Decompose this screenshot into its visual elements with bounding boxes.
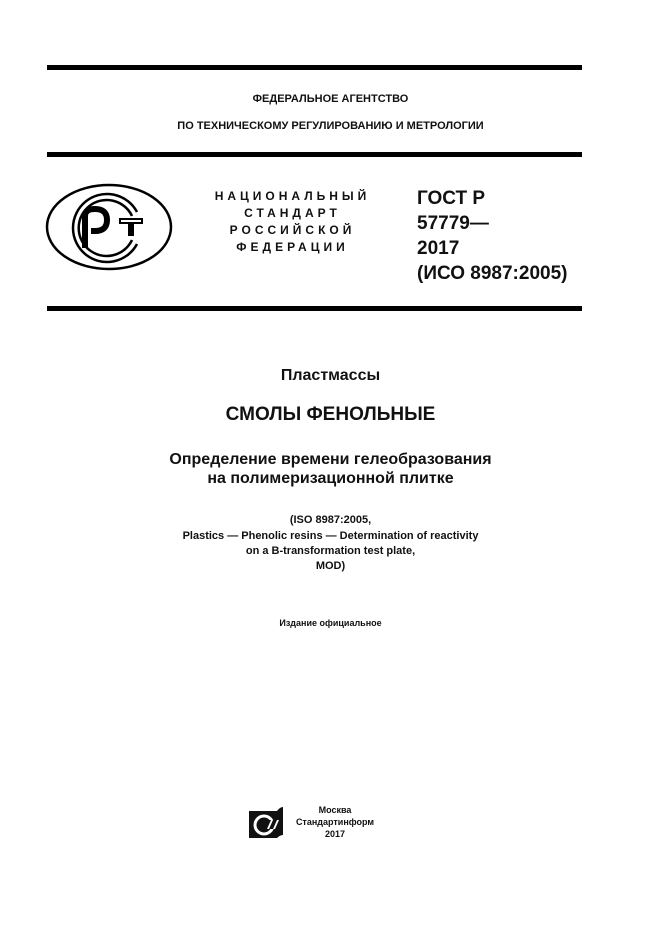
iso-title-line-4: MOD) (315, 560, 346, 572)
national-standard-label (205, 188, 380, 256)
publisher-info (290, 804, 380, 840)
subtitle-line-2: на полимеризационной плитке (207, 470, 454, 487)
main-title: СМОЛЫ ФЕНОЛЬНЫЕ (225, 404, 436, 425)
edition-label: Издание официальное (279, 618, 382, 628)
gost-designation (417, 186, 567, 286)
header-rule (47, 152, 582, 157)
iso-title-line-3: on a B-transformation test plate, (245, 545, 416, 557)
rst-certification-mark-icon (45, 182, 173, 272)
natstd-line-4: ФЕДЕРАЦИИ (236, 240, 349, 254)
subtitle-line-1: Определение времени гелеобразования (169, 451, 492, 468)
natstd-line-3: РОССИЙСКОЙ (229, 223, 356, 237)
category-title: Пластмассы (280, 367, 381, 384)
iso-reference: (ИСО 8987:2005) (417, 263, 568, 284)
gost-line-2: 57779— (417, 213, 489, 234)
publisher-year: 2017 (324, 829, 346, 839)
iso-title-line-2: Plastics — Phenolic resins — Determination of reactivity (182, 530, 479, 542)
gost-line-3: 2017 (417, 238, 460, 259)
natstd-line-1: НАЦИОНАЛЬНЫЙ (214, 189, 371, 203)
publisher-city: Москва (318, 805, 352, 815)
iso-title-line-1: (ISO 8987:2005, (289, 514, 372, 526)
natstd-line-2: СТАНДАРТ (244, 206, 341, 220)
top-rule (47, 65, 582, 70)
gost-line-1: ГОСТ Р (417, 188, 486, 209)
agency-line-2: ПО ТЕХНИЧЕСКОМУ РЕГУЛИРОВАНИЮ И МЕТРОЛОГИИ (177, 120, 484, 132)
standard-block-rule (47, 306, 582, 311)
standartinform-logo-icon (247, 805, 285, 839)
agency-line-1: ФЕДЕРАЛЬНОЕ АГЕНТСТВО (252, 93, 409, 105)
publisher-name: Стандартинформ (295, 817, 375, 827)
